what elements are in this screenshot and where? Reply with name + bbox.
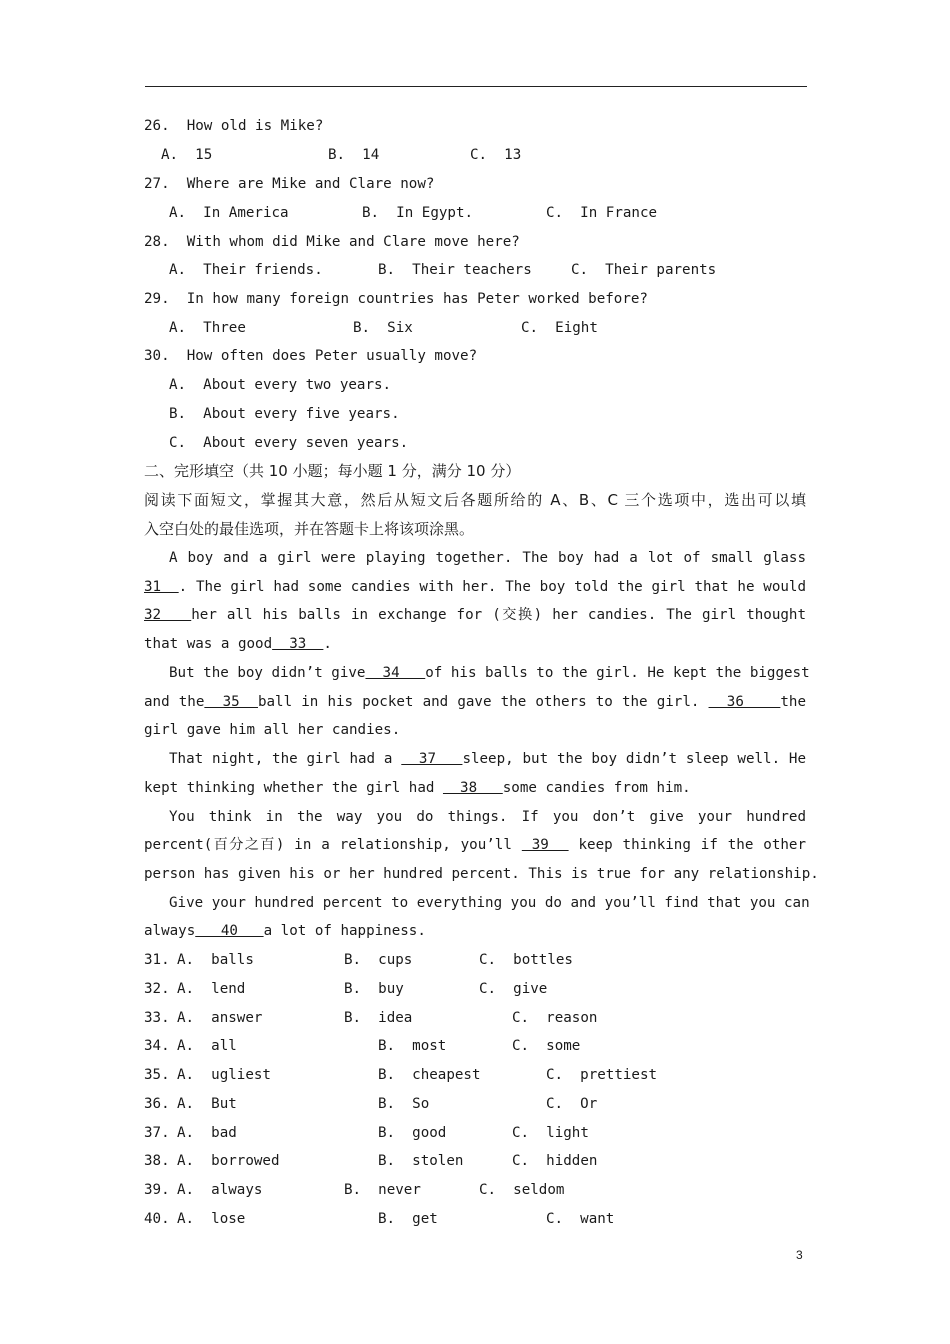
- option-a: A. answer: [177, 1010, 263, 1026]
- option-c: C. seldom: [479, 1182, 565, 1198]
- header-rule: [145, 86, 807, 87]
- q30-option-c: C. About every seven years.: [169, 435, 409, 451]
- option-a: A. balls: [177, 952, 254, 968]
- q30-option-b: B. About every five years.: [169, 406, 400, 422]
- blank-32: 32: [144, 607, 192, 623]
- option-number: 32.: [144, 981, 170, 997]
- passage-line: 32 her all his balls in exchange for (交换) her candies. The girl thought: [144, 607, 806, 623]
- option-c: C. want: [546, 1211, 615, 1227]
- option-a: A. always: [177, 1182, 263, 1198]
- q28-option-a: A. Their friends.: [169, 262, 323, 278]
- option-number: 36.: [144, 1096, 170, 1112]
- option-a: A. all: [177, 1038, 237, 1054]
- option-b: B. buy: [344, 981, 404, 997]
- q28-option-b: B. Their teachers: [378, 262, 532, 278]
- section-instruction-line-1: 阅读下面短文，掌握其大意，然后从短文后各题所给的 A、B、C 三个选项中，选出可以填: [144, 491, 806, 509]
- section-instruction-line-2: 入空白处的最佳选项，并在答题卡上将该项涂黑。: [144, 520, 475, 538]
- q27-option-a: A. In America: [169, 205, 289, 221]
- option-c: C. reason: [512, 1010, 598, 1026]
- question-29: 29. In how many foreign countries has Peter worked before?: [144, 291, 648, 307]
- q30-option-a: A. About every two years.: [169, 377, 392, 393]
- option-a: A. ugliest: [177, 1067, 271, 1083]
- passage-line: But the boy didn’t give 34 of his balls to the girl. He kept the biggest: [169, 665, 810, 681]
- q29-option-c: C. Eight: [521, 320, 598, 336]
- blank-37: 37: [401, 751, 463, 767]
- question-30: 30. How often does Peter usually move?: [144, 348, 478, 364]
- option-a: A. But: [177, 1096, 237, 1112]
- option-c: C. hidden: [512, 1153, 598, 1169]
- question-28: 28. With whom did Mike and Clare move here?: [144, 234, 520, 250]
- q27-option-c: C. In France: [546, 205, 658, 221]
- option-number: 31.: [144, 952, 170, 968]
- blank-39: 39: [521, 837, 569, 853]
- option-number: 37.: [144, 1125, 170, 1141]
- option-a: A. lend: [177, 981, 246, 997]
- passage-line: person has given his or her hundred percent. This is true for any relationship.: [144, 866, 819, 882]
- passage-line: girl gave him all her candies.: [144, 722, 401, 738]
- blank-35: 35: [204, 694, 258, 710]
- option-b: B. idea: [344, 1010, 413, 1026]
- q29-option-a: A. Three: [169, 320, 246, 336]
- option-b: B. never: [344, 1182, 421, 1198]
- blank-33: 33: [272, 636, 324, 652]
- option-number: 39.: [144, 1182, 170, 1198]
- passage-line: A boy and a girl were playing together. The boy had a lot of small glass: [169, 550, 806, 566]
- question-26: 26. How old is Mike?: [144, 118, 324, 134]
- option-c: C. prettiest: [546, 1067, 658, 1083]
- q26-option-b: B. 14: [328, 147, 380, 163]
- blank-31: 31: [144, 579, 179, 595]
- passage-line: percent(百分之百) in a relationship, you’ll 39 keep thinking if the other: [144, 837, 806, 853]
- option-c: C. bottles: [479, 952, 573, 968]
- option-number: 35.: [144, 1067, 170, 1083]
- passage-line: and the 35 ball in his pocket and gave the others to the girl. 36 the: [144, 694, 806, 710]
- option-number: 40.: [144, 1211, 170, 1227]
- option-c: C. give: [479, 981, 548, 997]
- option-b: B. cups: [344, 952, 413, 968]
- question-27: 27. Where are Mike and Clare now?: [144, 176, 435, 192]
- option-b: B. get: [378, 1211, 438, 1227]
- q27-option-b: B. In Egypt.: [362, 205, 474, 221]
- option-number: 34.: [144, 1038, 170, 1054]
- q29-option-b: B. Six: [353, 320, 413, 336]
- option-a: A. lose: [177, 1211, 246, 1227]
- option-b: B. So: [378, 1096, 430, 1112]
- blank-36: 36: [708, 694, 781, 710]
- option-b: B. most: [378, 1038, 447, 1054]
- passage-line: Give your hundred percent to everything you do and you’ll find that you can: [169, 895, 810, 911]
- q26-option-a: A. 15: [161, 147, 213, 163]
- passage-line: 31 . The girl had some candies with her. The boy told the girl that he would: [144, 579, 806, 595]
- blank-40: 40: [195, 923, 264, 939]
- option-number: 33.: [144, 1010, 170, 1026]
- passage-line: that was a good 33 .: [144, 636, 332, 652]
- q26-option-c: C. 13: [470, 147, 522, 163]
- passage-line: That night, the girl had a 37 sleep, but the boy didn’t sleep well. He: [169, 751, 807, 767]
- option-a: A. borrowed: [177, 1153, 280, 1169]
- passage-line: always 40 a lot of happiness.: [144, 923, 426, 939]
- option-b: B. cheapest: [378, 1067, 481, 1083]
- option-c: C. light: [512, 1125, 589, 1141]
- option-c: C. some: [512, 1038, 581, 1054]
- section-title: 二、完形填空（共 10 小题；每小题 1 分，满分 10 分）: [144, 462, 521, 480]
- option-number: 38.: [144, 1153, 170, 1169]
- page-number: 3: [796, 1248, 803, 1262]
- option-b: B. stolen: [378, 1153, 464, 1169]
- passage-line: kept thinking whether the girl had 38 some candies from him.: [144, 780, 691, 796]
- blank-38: 38: [442, 780, 503, 796]
- option-b: B. good: [378, 1125, 447, 1141]
- blank-34: 34: [365, 665, 426, 681]
- option-a: A. bad: [177, 1125, 237, 1141]
- option-c: C. Or: [546, 1096, 598, 1112]
- passage-line: You think in the way you do things. If you don’t give your hundred: [169, 809, 806, 825]
- q28-option-c: C. Their parents: [571, 262, 717, 278]
